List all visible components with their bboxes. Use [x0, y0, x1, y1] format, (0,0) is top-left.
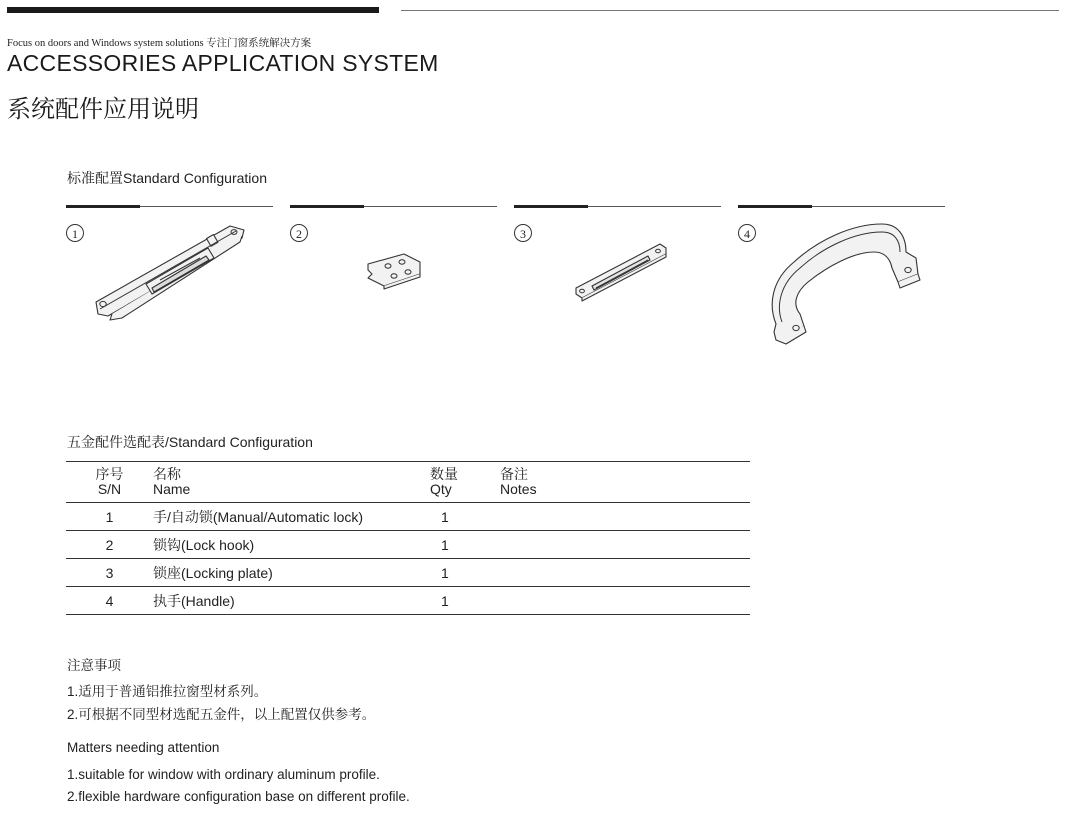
- row-name: 执手(Handle): [153, 592, 235, 609]
- standard-config-label: 标准配置Standard Configuration: [67, 170, 267, 186]
- row-name: 锁钩(Lock hook): [153, 536, 255, 553]
- header-sn-cn: 序号: [95, 466, 124, 482]
- item-2-number: 2: [290, 224, 308, 242]
- header-notes: [500, 462, 750, 503]
- table-row: [66, 531, 750, 559]
- notes-cn-title: 注意事项: [67, 658, 121, 673]
- notes-en-line-1: 1.suitable for window with ordinary aluminum profile.: [67, 767, 380, 782]
- item-3-rule-accent: [514, 205, 588, 208]
- header-qty-en: Qty: [430, 481, 452, 497]
- header-notes-en: Notes: [500, 481, 537, 497]
- item-4-rule-accent: [738, 205, 812, 208]
- header-name: [153, 462, 430, 503]
- header-thick-rule: [7, 7, 379, 13]
- row-qty: 1: [441, 564, 449, 581]
- notes-cn-line-1: 1.适用于普通铝推拉窗型材系列。: [67, 684, 268, 699]
- handle-icon: [764, 218, 924, 346]
- row-notes: [500, 559, 750, 587]
- header-name-en: Name: [153, 481, 191, 497]
- row-notes: [500, 503, 750, 531]
- notes-en-line-2: 2.flexible hardware configuration base on different profile.: [67, 789, 410, 804]
- tagline: Focus on doors and Windows system solutions 专注门窗系统解决方案: [7, 38, 312, 49]
- hardware-table: [66, 461, 750, 615]
- header-sn: [66, 462, 153, 503]
- item-3-number: 3: [514, 224, 532, 242]
- row-notes: [500, 587, 750, 615]
- table-row: [66, 503, 750, 531]
- header-qty-cn: 数量: [430, 466, 458, 482]
- row-notes: [500, 531, 750, 559]
- item-4-number: 4: [738, 224, 756, 242]
- header-notes-cn: 备注: [500, 466, 528, 482]
- header-qty: [430, 462, 500, 503]
- lock-hook-icon: [364, 252, 424, 292]
- row-sn: 4: [105, 592, 114, 609]
- row-name: 手/自动锁(Manual/Automatic lock): [153, 508, 364, 525]
- page-title-cn: 系统配件应用说明: [7, 96, 199, 123]
- page-title-en: ACCESSORIES APPLICATION SYSTEM: [7, 50, 439, 76]
- lock-body-icon: [90, 218, 250, 324]
- row-qty: 1: [441, 536, 449, 553]
- table-header-row: [66, 462, 750, 503]
- header-sn-en: S/N: [97, 481, 122, 497]
- row-sn: 2: [105, 536, 114, 553]
- item-1-number: 1: [66, 224, 84, 242]
- row-sn: 1: [105, 508, 114, 525]
- notes-cn-line-2: 2.可根据不同型材选配五金件，以上配置仅供参考。: [67, 707, 376, 722]
- notes-en-title: Matters needing attention: [67, 740, 220, 755]
- hardware-table-label: 五金配件选配表/Standard Configuration: [67, 434, 313, 450]
- row-sn: 3: [105, 564, 114, 581]
- locking-plate-icon: [572, 238, 672, 304]
- item-1-rule-accent: [66, 205, 140, 208]
- table-row: [66, 559, 750, 587]
- row-qty: 1: [441, 508, 449, 525]
- item-2-rule-accent: [290, 205, 364, 208]
- header-name-cn: 名称: [153, 466, 181, 482]
- row-name: 锁座(Locking plate): [153, 564, 273, 581]
- row-qty: 1: [441, 592, 449, 609]
- table-row: [66, 587, 750, 615]
- header-thin-rule: [401, 10, 1059, 11]
